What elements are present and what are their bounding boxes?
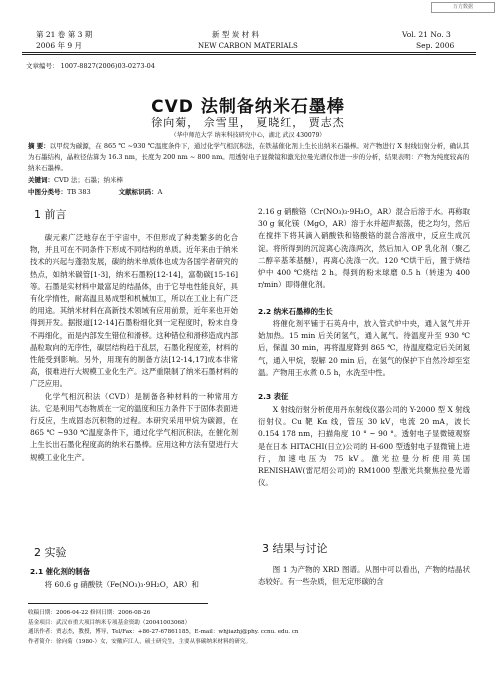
keywords-label: 关键词： (28, 176, 54, 184)
section-1-heading: 1 前言 (34, 208, 67, 221)
footnote-fund: 基金项目：武汉市重大项目纳米专项基金资助（20041003068） (28, 619, 191, 626)
footnotes (28, 609, 468, 647)
subsection-2-2-heading: 2.2 纳米石墨棒的生长 (258, 307, 333, 316)
subsection-2-1-body (30, 579, 238, 591)
growth-paragraph: 将催化剂平铺于石英舟中，放入管式炉中央，通入氢气并开始加热。15 min 后关闭氢气，通入氮气。待温度升至 930 ℃后，保温 30 min，再将温度降到 865 ℃，待温度稳定后关闭氮气，通入甲烷，裂解 20 min 后，在氢气的保护下自然冷却至室温。产物用王水煮 0.5 h，水洗至中性。 (258, 319, 470, 377)
header-journal-en: NEW CARBON MATERIALS (198, 42, 298, 50)
footnote-rule (28, 603, 208, 604)
header-rule-2 (22, 54, 476, 55)
keywords-text: CVD 法；石墨；纳米棒 (54, 176, 123, 184)
watermark-stamp: 万方数据 (431, 2, 495, 13)
section-3-heading: 3 结果与讨论 (262, 542, 328, 555)
results-paragraph: 图 1 为产物的 XRD 图谱。从图中可以看出，产物的结晶状态较好。有一些杂质，但无定形碳的含 (258, 565, 470, 587)
subsection-2-1-heading: 2.1 催化剂的制备 (30, 567, 91, 576)
section-1-body (30, 232, 238, 558)
header-date-cn: 2006 年 9 月 (36, 41, 83, 50)
abstract (28, 141, 470, 174)
author-list: 徐向菊， 佘雪里， 夏晓红， 贾志杰 (151, 116, 345, 129)
header-date-en: Sep. 2006 (416, 41, 455, 50)
catalyst-paragraph-cont: 2.16 g 硝酸铬（Cr(NO₃)₃·9H₂O，AR）混合后溶于水。再称取 30 g 氧化镁（MgO，AR）溶于水并超声振荡，使之均匀，然后在搅拌下将其滴入硝酸铁和铬酸铬的混合溶液中，反应生成沉淀。将所得到的沉淀离心洗涤两次，然后加入 OP 乳化剂（聚乙二醇辛基苯基醚），再离心洗涤一次。120 ℃烘干后，置于烧结炉中 400 ℃烧结 2 h。得到的粉末球磨 0.5 h（转速为 400 r/min）即得催化剂。 (258, 207, 470, 290)
keywords (28, 175, 470, 185)
section-2-heading: 2 实验 (34, 546, 67, 559)
footnote-author-intro: 作者简介：徐向菊（1980-）女，安徽庐江人，硕士研究生，主要从事碳纳米材料的研究。 (28, 638, 252, 645)
doc-code: A (157, 188, 163, 196)
subsection-2-1-continued (258, 206, 470, 306)
characterization-paragraph: X 射线衍射分析使用丹东射线仪器公司的 Y-2000 型 X 射线衍射仪。Cu 靶 Kα 线，管压 30 kV，电流 20 mA，波长 0.154 178 nm，扫描角度 10 ° ~ 90 °。透射电子显微镜观察是在日本 HITACHI(日立)公司的 H-600 型透射电子显微镜上进行，加速电压为 75 kV。激光拉曼分析使用英国 RENISHAW(雷尼绍公司)的 RM1000 型激光共聚焦拉曼光谱仪。 (258, 405, 470, 488)
subsection-2-2-body (258, 318, 470, 392)
header-journal-cn: 新 型 炭 材 料 (212, 30, 260, 39)
section-3-body (258, 564, 470, 590)
footnote-dates: 收稿日期：2006-04-22 修回日期：2006-08-26 (28, 610, 151, 616)
clc-label: 中图分类号： (28, 188, 67, 196)
article-number: 文章编号： 1007-8827(2006)03-0273-04 (26, 62, 155, 70)
footnote-correspondence: 通讯作者：贾志杰，教授，博导，Tel/Fax：+86-27-67861185，E-mail：whjiazhj@phy. ccnu. edu. cn (28, 629, 299, 636)
header-rule (22, 52, 476, 53)
clc-code: TB 383 (67, 188, 91, 196)
affiliation: （华中师范大学 纳米科技研究中心，湖北 武汉 430079） (170, 132, 326, 139)
doc-code-label: 文献标识码： (118, 188, 158, 196)
abstract-label: 摘 要： (28, 142, 50, 150)
paper-title: CVD 法制备纳米石墨棒 (151, 97, 345, 117)
header-volume-cn: 第 21 卷 第 3 期 (36, 30, 93, 39)
intro-paragraph-2: 化学气相沉积法（CVD）是制备各种材料的一种常用方法。它是利用气态物质在一定的温度和压力条件下于固体表面进行反应，生成固态沉积物的过程。本研究采用甲烷为碳源，在 865 ℃ ~930 ℃温度条件下，通过化学气相沉积法，在催化剂上生长出石墨化程度高的纳米石墨棒。应用这种方法有望进行大规模工业化生产。 (30, 391, 238, 462)
intro-paragraph-1: 碳元素广泛地存在于宇宙中，不但形成了种类繁多的化合物，并且可在不同条件下形成不同结构的单质。近年来由于纳米技术的兴起与蓬勃发展，碳的纳米单质体也成为各国学者研究的热点，如纳米碳管[1-3]，纳米石墨粉[12-14]，富勒碳[15-16]等。石墨是实材料中最富足的结晶体，由于它导电性能良好，具有化学惰性，耐高温且易成型和机械加工，所以在工业上有广泛的用途。其纳米材料在高新技术领域有应用前景，近年来也开始得到开发。据报道[12-14]石墨粉细化到一定程度时，粉末自身不再细化，而是内部发生错位和滑移。这种错位和滑移造成内部晶粒取向的无序性，碳层结构趋于乱层，石墨化程度差，材料的性能受到影响。另外，用现有的制备方法[12-14,17]成本非常高，很难进行大规模工业化生产。这严重限制了纳米石墨材料的广泛应用。 (30, 233, 238, 389)
subsection-2-3-heading: 2.3 表征 (258, 392, 289, 401)
catalyst-paragraph-start: 将 60.6 g 硝酸铁（Fe(NO₃)₃·9H₂O，AR）和 (44, 580, 199, 589)
classification-line (28, 187, 188, 196)
abstract-text: 以甲烷为碳源，在 865 ℃ ~930 ℃温度条件下，通过化学气相沉积法，在铁基催化剂上生长出纳米石墨棒。对产物进行 X 射线衍射分析，确认其为石墨结构，晶粒径估算为 16.3 nm，长度为 200 nm ~ 800 nm。用透射电子显微镜和激光拉曼光谱仪作进一步的分析，结果表明：产物为纯度较高的纳米石墨棒。 (28, 142, 470, 172)
subsection-2-3-body (258, 404, 470, 516)
header-volume-en: Vol. 21 No. 3 (402, 30, 451, 39)
